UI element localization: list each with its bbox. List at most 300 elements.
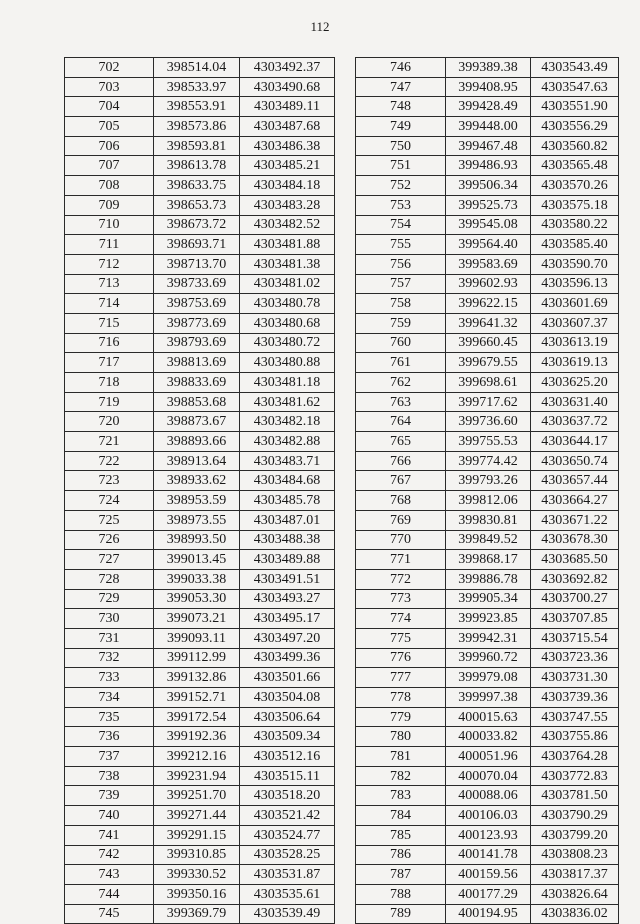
- y-coordinate-cell: 4303481.88: [240, 235, 335, 255]
- y-coordinate-cell: 4303491.51: [240, 569, 335, 589]
- x-coordinate-cell: 398973.55: [154, 510, 240, 530]
- y-coordinate-cell: 4303480.68: [240, 313, 335, 333]
- point-number-cell: 712: [65, 254, 154, 274]
- table-row: [356, 865, 619, 885]
- x-coordinate-cell: 399736.60: [446, 412, 531, 432]
- table-row: [356, 333, 619, 353]
- x-coordinate-cell: 398514.04: [154, 58, 240, 78]
- point-number-cell: 750: [356, 136, 446, 156]
- y-coordinate-cell: 4303528.25: [240, 845, 335, 865]
- y-coordinate-cell: 4303481.02: [240, 274, 335, 294]
- table-row: [356, 806, 619, 826]
- x-coordinate-cell: 399448.00: [446, 117, 531, 137]
- point-number-cell: 735: [65, 707, 154, 727]
- point-number-cell: 741: [65, 825, 154, 845]
- table-row: [356, 609, 619, 629]
- x-coordinate-cell: 399013.45: [154, 550, 240, 570]
- point-number-cell: 758: [356, 294, 446, 314]
- x-coordinate-cell: 399641.32: [446, 313, 531, 333]
- table-row: [65, 294, 335, 314]
- table-row: [356, 707, 619, 727]
- x-coordinate-cell: 399679.55: [446, 353, 531, 373]
- x-coordinate-cell: 399849.52: [446, 530, 531, 550]
- x-coordinate-cell: 399350.16: [154, 884, 240, 904]
- y-coordinate-cell: 4303596.13: [531, 274, 619, 294]
- point-number-cell: 757: [356, 274, 446, 294]
- x-coordinate-cell: 399093.11: [154, 628, 240, 648]
- point-number-cell: 778: [356, 688, 446, 708]
- point-number-cell: 784: [356, 806, 446, 826]
- point-number-cell: 734: [65, 688, 154, 708]
- x-coordinate-cell: 400051.96: [446, 747, 531, 767]
- coordinates-table-left: [64, 57, 335, 924]
- table-row: [65, 865, 335, 885]
- point-number-cell: 763: [356, 392, 446, 412]
- point-number-cell: 731: [65, 628, 154, 648]
- table-row: [65, 510, 335, 530]
- table-row: [356, 569, 619, 589]
- point-number-cell: 729: [65, 589, 154, 609]
- y-coordinate-cell: 4303539.49: [240, 904, 335, 924]
- y-coordinate-cell: 4303487.68: [240, 117, 335, 137]
- point-number-cell: 787: [356, 865, 446, 885]
- table-row: [65, 313, 335, 333]
- y-coordinate-cell: 4303790.29: [531, 806, 619, 826]
- table-row: [65, 727, 335, 747]
- x-coordinate-cell: 399793.26: [446, 471, 531, 491]
- y-coordinate-cell: 4303480.88: [240, 353, 335, 373]
- y-coordinate-cell: 4303495.17: [240, 609, 335, 629]
- table-row: [356, 825, 619, 845]
- table-row: [356, 77, 619, 97]
- point-number-cell: 768: [356, 491, 446, 511]
- table-row: [356, 628, 619, 648]
- x-coordinate-cell: 399251.70: [154, 786, 240, 806]
- point-number-cell: 774: [356, 609, 446, 629]
- table-row: [65, 707, 335, 727]
- table-row: [65, 117, 335, 137]
- table-row: [65, 550, 335, 570]
- y-coordinate-cell: 4303808.23: [531, 845, 619, 865]
- x-coordinate-cell: 399525.73: [446, 195, 531, 215]
- table-row: [65, 412, 335, 432]
- table-row: [65, 176, 335, 196]
- table-row: [356, 195, 619, 215]
- point-number-cell: 752: [356, 176, 446, 196]
- y-coordinate-cell: 4303481.38: [240, 254, 335, 274]
- table-row: [356, 727, 619, 747]
- table-row: [356, 97, 619, 117]
- table-row: [356, 845, 619, 865]
- point-number-cell: 769: [356, 510, 446, 530]
- point-number-cell: 773: [356, 589, 446, 609]
- y-coordinate-cell: 4303487.01: [240, 510, 335, 530]
- x-coordinate-cell: 398713.70: [154, 254, 240, 274]
- y-coordinate-cell: 4303707.85: [531, 609, 619, 629]
- x-coordinate-cell: 398673.72: [154, 215, 240, 235]
- x-coordinate-cell: 399112.99: [154, 648, 240, 668]
- table-row: [356, 392, 619, 412]
- y-coordinate-cell: 4303590.70: [531, 254, 619, 274]
- table-row: [65, 491, 335, 511]
- x-coordinate-cell: 400088.06: [446, 786, 531, 806]
- point-number-cell: 777: [356, 668, 446, 688]
- table-row: [356, 156, 619, 176]
- x-coordinate-cell: 399132.86: [154, 668, 240, 688]
- y-coordinate-cell: 4303664.27: [531, 491, 619, 511]
- x-coordinate-cell: 398773.69: [154, 313, 240, 333]
- y-coordinate-cell: 4303515.11: [240, 766, 335, 786]
- table-row: [65, 471, 335, 491]
- y-coordinate-cell: 4303483.71: [240, 451, 335, 471]
- y-coordinate-cell: 4303755.86: [531, 727, 619, 747]
- x-coordinate-cell: 399369.79: [154, 904, 240, 924]
- x-coordinate-cell: 398953.59: [154, 491, 240, 511]
- y-coordinate-cell: 4303512.16: [240, 747, 335, 767]
- table-row: [65, 353, 335, 373]
- x-coordinate-cell: 399291.15: [154, 825, 240, 845]
- point-number-cell: 762: [356, 373, 446, 393]
- table-row: [65, 97, 335, 117]
- y-coordinate-cell: 4303482.18: [240, 412, 335, 432]
- x-coordinate-cell: 399774.42: [446, 451, 531, 471]
- table-row: [356, 786, 619, 806]
- x-coordinate-cell: 399979.08: [446, 668, 531, 688]
- table-row: [356, 510, 619, 530]
- point-number-cell: 706: [65, 136, 154, 156]
- point-number-cell: 767: [356, 471, 446, 491]
- x-coordinate-cell: 399428.49: [446, 97, 531, 117]
- point-number-cell: 745: [65, 904, 154, 924]
- point-number-cell: 704: [65, 97, 154, 117]
- x-coordinate-cell: 399271.44: [154, 806, 240, 826]
- point-number-cell: 722: [65, 451, 154, 471]
- x-coordinate-cell: 398993.50: [154, 530, 240, 550]
- point-number-cell: 764: [356, 412, 446, 432]
- table-row: [356, 176, 619, 196]
- x-coordinate-cell: 398553.91: [154, 97, 240, 117]
- point-number-cell: 716: [65, 333, 154, 353]
- x-coordinate-cell: 399755.53: [446, 432, 531, 452]
- coordinates-table-right: [355, 57, 619, 924]
- point-number-cell: 759: [356, 313, 446, 333]
- table-row: [356, 313, 619, 333]
- x-coordinate-cell: 398533.97: [154, 77, 240, 97]
- x-coordinate-cell: 399408.95: [446, 77, 531, 97]
- x-coordinate-cell: 399053.30: [154, 589, 240, 609]
- table-row: [356, 136, 619, 156]
- point-number-cell: 785: [356, 825, 446, 845]
- y-coordinate-cell: 4303509.34: [240, 727, 335, 747]
- table-row: [65, 609, 335, 629]
- x-coordinate-cell: 399564.40: [446, 235, 531, 255]
- x-coordinate-cell: 398633.75: [154, 176, 240, 196]
- table-row: [65, 156, 335, 176]
- y-coordinate-cell: 4303799.20: [531, 825, 619, 845]
- point-number-cell: 788: [356, 884, 446, 904]
- point-number-cell: 782: [356, 766, 446, 786]
- point-number-cell: 709: [65, 195, 154, 215]
- point-number-cell: 705: [65, 117, 154, 137]
- table-row: [356, 747, 619, 767]
- y-coordinate-cell: 4303650.74: [531, 451, 619, 471]
- x-coordinate-cell: 398593.81: [154, 136, 240, 156]
- page-number: 112: [310, 19, 330, 34]
- y-coordinate-cell: 4303485.21: [240, 156, 335, 176]
- point-number-cell: 728: [65, 569, 154, 589]
- x-coordinate-cell: 398753.69: [154, 294, 240, 314]
- table-row: [65, 215, 335, 235]
- x-coordinate-cell: 398853.68: [154, 392, 240, 412]
- x-coordinate-cell: 399545.08: [446, 215, 531, 235]
- table-row: [356, 491, 619, 511]
- table-row: [65, 569, 335, 589]
- table-row: [65, 58, 335, 78]
- x-coordinate-cell: 398913.64: [154, 451, 240, 471]
- y-coordinate-cell: 4303499.36: [240, 648, 335, 668]
- point-number-cell: 781: [356, 747, 446, 767]
- point-number-cell: 775: [356, 628, 446, 648]
- table-row: [356, 432, 619, 452]
- point-number-cell: 747: [356, 77, 446, 97]
- table-row: [65, 136, 335, 156]
- point-number-cell: 730: [65, 609, 154, 629]
- point-number-cell: 743: [65, 865, 154, 885]
- point-number-cell: 770: [356, 530, 446, 550]
- point-number-cell: 718: [65, 373, 154, 393]
- y-coordinate-cell: 4303575.18: [531, 195, 619, 215]
- point-number-cell: 761: [356, 353, 446, 373]
- y-coordinate-cell: 4303493.27: [240, 589, 335, 609]
- table-row: [356, 294, 619, 314]
- x-coordinate-cell: 399812.06: [446, 491, 531, 511]
- y-coordinate-cell: 4303506.64: [240, 707, 335, 727]
- y-coordinate-cell: 4303570.26: [531, 176, 619, 196]
- point-number-cell: 783: [356, 786, 446, 806]
- point-number-cell: 744: [65, 884, 154, 904]
- table-row: [356, 412, 619, 432]
- y-coordinate-cell: 4303601.69: [531, 294, 619, 314]
- point-number-cell: 776: [356, 648, 446, 668]
- point-number-cell: 708: [65, 176, 154, 196]
- x-coordinate-cell: 400033.82: [446, 727, 531, 747]
- x-coordinate-cell: 399033.38: [154, 569, 240, 589]
- y-coordinate-cell: 4303547.63: [531, 77, 619, 97]
- table-row: [356, 235, 619, 255]
- table-row: [65, 530, 335, 550]
- table-row: [65, 806, 335, 826]
- y-coordinate-cell: 4303481.62: [240, 392, 335, 412]
- table-row: [65, 451, 335, 471]
- point-number-cell: 754: [356, 215, 446, 235]
- point-number-cell: 771: [356, 550, 446, 570]
- y-coordinate-cell: 4303764.28: [531, 747, 619, 767]
- point-number-cell: 766: [356, 451, 446, 471]
- y-coordinate-cell: 4303501.66: [240, 668, 335, 688]
- x-coordinate-cell: 399330.52: [154, 865, 240, 885]
- y-coordinate-cell: 4303678.30: [531, 530, 619, 550]
- point-number-cell: 739: [65, 786, 154, 806]
- point-number-cell: 714: [65, 294, 154, 314]
- y-coordinate-cell: 4303488.38: [240, 530, 335, 550]
- table-row: [65, 786, 335, 806]
- point-number-cell: 753: [356, 195, 446, 215]
- table-row: [356, 117, 619, 137]
- x-coordinate-cell: 398613.78: [154, 156, 240, 176]
- x-coordinate-cell: 399506.34: [446, 176, 531, 196]
- point-number-cell: 703: [65, 77, 154, 97]
- y-coordinate-cell: 4303485.78: [240, 491, 335, 511]
- table-row: [65, 195, 335, 215]
- x-coordinate-cell: 398793.69: [154, 333, 240, 353]
- y-coordinate-cell: 4303692.82: [531, 569, 619, 589]
- x-coordinate-cell: 398573.86: [154, 117, 240, 137]
- y-coordinate-cell: 4303657.44: [531, 471, 619, 491]
- table-row: [65, 845, 335, 865]
- x-coordinate-cell: 399868.17: [446, 550, 531, 570]
- table-row: [65, 77, 335, 97]
- table-row: [65, 235, 335, 255]
- x-coordinate-cell: 400123.93: [446, 825, 531, 845]
- y-coordinate-cell: 4303480.72: [240, 333, 335, 353]
- x-coordinate-cell: 400194.95: [446, 904, 531, 924]
- point-number-cell: 749: [356, 117, 446, 137]
- point-number-cell: 724: [65, 491, 154, 511]
- point-number-cell: 723: [65, 471, 154, 491]
- x-coordinate-cell: 399467.48: [446, 136, 531, 156]
- y-coordinate-cell: 4303671.22: [531, 510, 619, 530]
- y-coordinate-cell: 4303685.50: [531, 550, 619, 570]
- y-coordinate-cell: 4303613.19: [531, 333, 619, 353]
- point-number-cell: 772: [356, 569, 446, 589]
- y-coordinate-cell: 4303504.08: [240, 688, 335, 708]
- x-coordinate-cell: 400177.29: [446, 884, 531, 904]
- y-coordinate-cell: 4303483.28: [240, 195, 335, 215]
- point-number-cell: 751: [356, 156, 446, 176]
- x-coordinate-cell: 399905.34: [446, 589, 531, 609]
- y-coordinate-cell: 4303518.20: [240, 786, 335, 806]
- point-number-cell: 717: [65, 353, 154, 373]
- y-coordinate-cell: 4303481.18: [240, 373, 335, 393]
- y-coordinate-cell: 4303482.52: [240, 215, 335, 235]
- x-coordinate-cell: 399212.16: [154, 747, 240, 767]
- table-row: [65, 747, 335, 767]
- y-coordinate-cell: 4303826.64: [531, 884, 619, 904]
- y-coordinate-cell: 4303560.82: [531, 136, 619, 156]
- y-coordinate-cell: 4303700.27: [531, 589, 619, 609]
- point-number-cell: 760: [356, 333, 446, 353]
- table-row: [356, 884, 619, 904]
- x-coordinate-cell: 398873.67: [154, 412, 240, 432]
- point-number-cell: 736: [65, 727, 154, 747]
- table-row: [65, 766, 335, 786]
- x-coordinate-cell: 399830.81: [446, 510, 531, 530]
- point-number-cell: 725: [65, 510, 154, 530]
- table-row: [65, 392, 335, 412]
- table-row: [356, 471, 619, 491]
- y-coordinate-cell: 4303486.38: [240, 136, 335, 156]
- x-coordinate-cell: 399886.78: [446, 569, 531, 589]
- y-coordinate-cell: 4303543.49: [531, 58, 619, 78]
- x-coordinate-cell: 399389.38: [446, 58, 531, 78]
- point-number-cell: 789: [356, 904, 446, 924]
- point-number-cell: 756: [356, 254, 446, 274]
- table-row: [356, 766, 619, 786]
- x-coordinate-cell: 400015.63: [446, 707, 531, 727]
- y-coordinate-cell: 4303631.40: [531, 392, 619, 412]
- x-coordinate-cell: 398813.69: [154, 353, 240, 373]
- table-row: [356, 215, 619, 235]
- point-number-cell: 786: [356, 845, 446, 865]
- y-coordinate-cell: 4303625.20: [531, 373, 619, 393]
- x-coordinate-cell: 400141.78: [446, 845, 531, 865]
- x-coordinate-cell: 399622.15: [446, 294, 531, 314]
- y-coordinate-cell: 4303585.40: [531, 235, 619, 255]
- y-coordinate-cell: 4303772.83: [531, 766, 619, 786]
- point-number-cell: 742: [65, 845, 154, 865]
- point-number-cell: 755: [356, 235, 446, 255]
- x-coordinate-cell: 399073.21: [154, 609, 240, 629]
- table-row: [356, 668, 619, 688]
- point-number-cell: 737: [65, 747, 154, 767]
- y-coordinate-cell: 4303490.68: [240, 77, 335, 97]
- y-coordinate-cell: 4303565.48: [531, 156, 619, 176]
- table-row: [356, 274, 619, 294]
- x-coordinate-cell: 399152.71: [154, 688, 240, 708]
- point-number-cell: 748: [356, 97, 446, 117]
- x-coordinate-cell: 400106.03: [446, 806, 531, 826]
- y-coordinate-cell: 4303484.68: [240, 471, 335, 491]
- x-coordinate-cell: 399583.69: [446, 254, 531, 274]
- y-coordinate-cell: 4303817.37: [531, 865, 619, 885]
- y-coordinate-cell: 4303482.88: [240, 432, 335, 452]
- x-coordinate-cell: 398893.66: [154, 432, 240, 452]
- y-coordinate-cell: 4303836.02: [531, 904, 619, 924]
- point-number-cell: 780: [356, 727, 446, 747]
- table-row: [65, 333, 335, 353]
- point-number-cell: 720: [65, 412, 154, 432]
- x-coordinate-cell: 398653.73: [154, 195, 240, 215]
- table-row: [65, 589, 335, 609]
- x-coordinate-cell: 398933.62: [154, 471, 240, 491]
- x-coordinate-cell: 399942.31: [446, 628, 531, 648]
- point-number-cell: 732: [65, 648, 154, 668]
- x-coordinate-cell: 399923.85: [446, 609, 531, 629]
- y-coordinate-cell: 4303497.20: [240, 628, 335, 648]
- point-number-cell: 721: [65, 432, 154, 452]
- table-row: [65, 254, 335, 274]
- y-coordinate-cell: 4303492.37: [240, 58, 335, 78]
- point-number-cell: 719: [65, 392, 154, 412]
- y-coordinate-cell: 4303715.54: [531, 628, 619, 648]
- point-number-cell: 746: [356, 58, 446, 78]
- table-row: [356, 451, 619, 471]
- x-coordinate-cell: 400159.56: [446, 865, 531, 885]
- x-coordinate-cell: 399960.72: [446, 648, 531, 668]
- table-row: [356, 688, 619, 708]
- point-number-cell: 727: [65, 550, 154, 570]
- y-coordinate-cell: 4303489.11: [240, 97, 335, 117]
- table-row: [356, 373, 619, 393]
- x-coordinate-cell: 399660.45: [446, 333, 531, 353]
- table-row: [65, 648, 335, 668]
- y-coordinate-cell: 4303524.77: [240, 825, 335, 845]
- x-coordinate-cell: 399698.61: [446, 373, 531, 393]
- x-coordinate-cell: 399486.93: [446, 156, 531, 176]
- table-row: [356, 589, 619, 609]
- table-row: [356, 254, 619, 274]
- x-coordinate-cell: 399192.36: [154, 727, 240, 747]
